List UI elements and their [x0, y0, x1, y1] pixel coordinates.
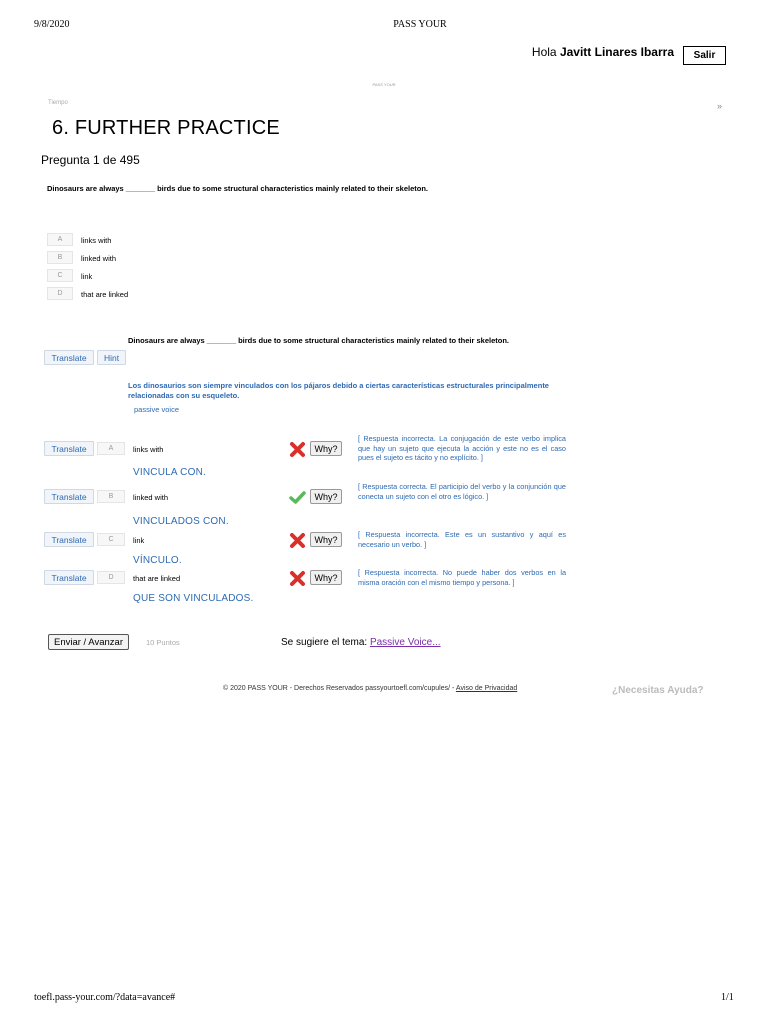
incorrect-icon [289, 532, 306, 549]
answer-a-translation: VINCULA CON. [133, 467, 206, 478]
question-text: Dinosaurs are always _______ birds due to some structural characteristics mainly related to their skeleton. [47, 184, 428, 193]
suggestion [281, 637, 441, 648]
answer-d-text: that are linked [133, 574, 181, 583]
why-button-c[interactable]: Why? [310, 532, 342, 547]
print-date: 9/8/2020 [34, 19, 70, 30]
hint-button[interactable]: Hint [97, 350, 126, 365]
translate-answer-a-button[interactable]: Translate [44, 441, 94, 456]
incorrect-icon [289, 570, 306, 587]
option-c-text: link [81, 272, 93, 281]
answer-d-letter: D [97, 571, 125, 584]
logout-button[interactable]: Salir [683, 46, 726, 65]
answer-c-text: link [133, 536, 145, 545]
expand-icon[interactable]: » [717, 101, 723, 111]
answer-c-letter: C [97, 533, 125, 546]
answer-b-text: linked with [133, 493, 169, 502]
question-counter: Pregunta 1 de 495 [41, 153, 140, 167]
answer-d-translation: QUE SON VINCULADOS. [133, 593, 254, 604]
suggestion-link[interactable]: Passive Voice... [369, 637, 441, 648]
why-button-d[interactable]: Why? [310, 570, 342, 585]
option-b-text: linked with [81, 254, 117, 263]
feedback-c: [ Respuesta incorrecta. Este es un sustantivo y aquí es necesario un verbo. ] [358, 530, 566, 549]
page-title: 6. FURTHER PRACTICE [52, 117, 280, 139]
help-link[interactable]: ¿Necesitas Ayuda? [612, 685, 704, 696]
option-d-text: that are linked [81, 290, 129, 299]
feedback-d: [ Respuesta incorrecta. No puede haber dos verbos en la misma oración con el mismo tiempo y persona. ] [358, 568, 566, 587]
answer-a-letter: A [97, 442, 125, 455]
translate-answer-c-button[interactable]: Translate [44, 532, 94, 547]
copyright-text: © 2020 PASS YOUR - Derechos Reservados passyourtoefl.com/cupules/ - [223, 685, 456, 692]
option-c-button[interactable]: C [47, 269, 73, 282]
answer-a-text: links with [133, 445, 164, 454]
why-button-a[interactable]: Why? [310, 441, 342, 456]
privacy-link[interactable]: Aviso de Privacidad [455, 685, 518, 692]
review-question-text: Dinosaurs are always _______ birds due to some structural characteristics mainly related to their skeleton. [128, 336, 509, 345]
option-d-button[interactable]: D [47, 287, 73, 300]
site-logo[interactable]: PASS YOUR [372, 82, 396, 87]
print-url: toefl.pass-your.com/?data=avance# [34, 992, 176, 1003]
feedback-b: [ Respuesta correcta. El participio del verbo y la conjunción que conecta un sujeto con el otro es lógico. ] [358, 482, 566, 501]
option-a-text: links with [81, 236, 112, 245]
user-name: Javitt Linares Ibarra [559, 45, 674, 59]
print-title: PASS YOUR [393, 19, 447, 30]
answer-b-letter: B [97, 490, 125, 503]
translate-answer-d-button[interactable]: Translate [44, 570, 94, 585]
user-greeting [532, 45, 674, 59]
suggestion-label: Se sugiere el tema: [281, 637, 368, 648]
option-a-button[interactable]: A [47, 233, 73, 246]
correct-check-icon [289, 490, 306, 505]
greeting-text: Hola [531, 45, 557, 59]
incorrect-icon [289, 441, 306, 458]
answer-c-translation: VÍNCULO. [133, 555, 182, 566]
translate-question-button[interactable]: Translate [44, 350, 94, 365]
footer [223, 685, 517, 692]
question-translation: Los dinosaurios son siempre vinculados con los pájaros debido a ciertas características estructurales principalmente relacionadas con su esqueleto. [128, 381, 549, 400]
translate-answer-b-button[interactable]: Translate [44, 489, 94, 504]
submit-button[interactable]: Enviar / Avanzar [48, 634, 129, 650]
print-page-number: 1/1 [721, 992, 734, 1003]
why-button-b[interactable]: Why? [310, 489, 342, 504]
points-label: 10 Puntos [146, 638, 180, 647]
answer-b-translation: VINCULADOS CON. [133, 516, 229, 527]
feedback-a: [ Respuesta incorrecta. La conjugación de este verbo implica que hay un sujeto que ejecuta la acción y este no es el caso pues el sujeto es tácito y no explícito. ] [358, 434, 566, 462]
option-b-button[interactable]: B [47, 251, 73, 264]
grammar-topic: passive voice [134, 405, 180, 414]
timer-label: Tiempo [48, 100, 68, 106]
